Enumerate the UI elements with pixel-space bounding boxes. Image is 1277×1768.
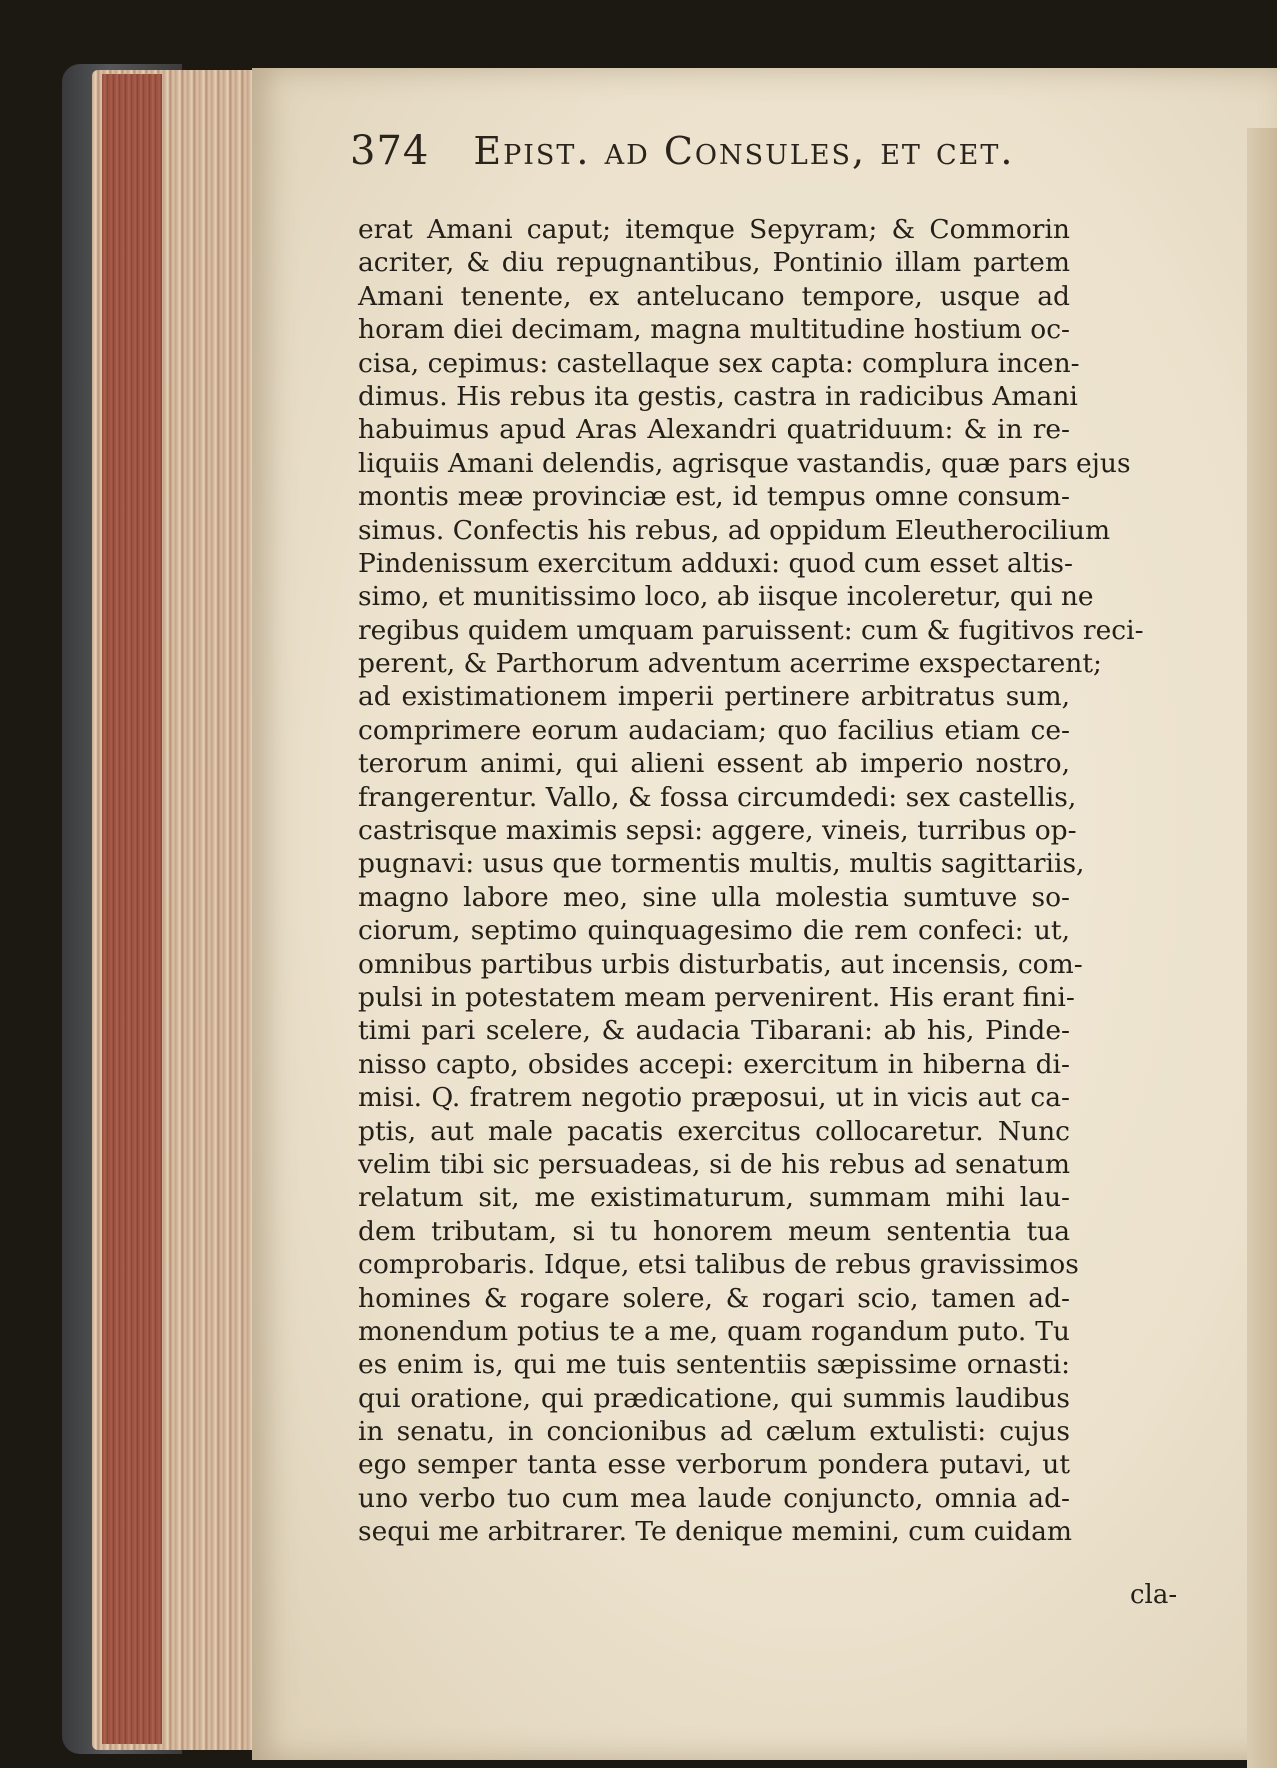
text-line: frangerentur. Vallo, & fossa circumdedi: sex castellis,: [358, 781, 1077, 813]
text-line: pulsi in potestatem meam pervenirent. His erant fini-: [358, 981, 1075, 1013]
text-line: horam diei decimam, magna multitudine hostium oc-: [358, 314, 1070, 346]
text-line: cisa, cepimus: castellaque sex capta: complura incen-: [358, 347, 1080, 379]
text-line: qui oratione, qui prædicatione, qui summis laudibus: [358, 1382, 1070, 1414]
text-line: liquiis Amani delendis, agrisque vastandis, quæ pars ejus: [358, 447, 1131, 479]
text-line: uno verbo tuo cum mea laude conjuncto, omnia ad-: [358, 1482, 1070, 1514]
text-line: comprimere eorum audaciam; quo facilius etiam ce-: [358, 714, 1070, 746]
text-line: pugnavi: usus que tormentis multis, multis sagittariis,: [358, 848, 1085, 880]
text-line: simus. Confectis his rebus, ad oppidum Eleutherocilium: [358, 514, 1111, 546]
catchword: cla-: [1130, 1580, 1178, 1610]
running-head: Epist. ad Consules, et cet.: [473, 129, 1015, 173]
text-line: es enim is, qui me tuis sententiis sæpissime ornasti:: [358, 1349, 1070, 1381]
text-line: acriter, & diu repugnantibus, Pontinio illam partem: [358, 247, 1070, 279]
text-line: nisso capto, obsides accepi: exercitum in hiberna di-: [358, 1048, 1070, 1080]
text-line: terorum animi, qui alieni essent ab imperio nostro,: [358, 748, 1070, 780]
text-line: Pindenissum exercitum adduxi: quod cum esset altis-: [358, 547, 1073, 579]
text-line: homines & rogare solere, & rogari scio, tamen ad-: [358, 1282, 1070, 1314]
text-line: omnibus partibus urbis disturbatis, aut incensis, com-: [358, 948, 1083, 980]
text-line: Amani tenente, ex antelucano tempore, usque ad: [358, 280, 1070, 312]
text-line: in senatu, in concionibus ad cælum extulisti: cujus: [358, 1416, 1070, 1448]
text-line: magno labore meo, sine ulla molestia sumtuve so-: [358, 881, 1070, 913]
text-line: comprobaris. Idque, etsi talibus de rebus gravissimos: [358, 1249, 1079, 1281]
text-line: ad existimationem imperii pertinere arbitratus sum,: [358, 681, 1070, 713]
text-line: relatum sit, me existimaturum, summam mihi lau-: [358, 1182, 1070, 1214]
text-line: ciorum, septimo quinquagesimo die rem confeci: ut,: [358, 915, 1070, 947]
text-line: habuimus apud Aras Alexandri quatriduum: & in re-: [358, 414, 1070, 446]
text-line: misi. Q. fratrem negotio præposui, ut in vicis aut ca-: [358, 1082, 1070, 1114]
text-line: monendum potius te a me, quam rogandum puto. Tu: [358, 1315, 1070, 1347]
text-line: dimus. His rebus ita gestis, castra in radicibus Amani: [358, 380, 1078, 412]
text-line: erat Amani caput; itemque Sepyram; & Commorin: [358, 214, 1070, 245]
body-text: [358, 213, 1144, 1549]
text-line: montis meæ provinciæ est, id tempus omne consum-: [358, 481, 1070, 513]
text-line: castrisque maximis sepsi: aggere, vineis, turribus op-: [358, 815, 1077, 847]
text-line: ptis, aut male pacatis exercitus collocaretur. Nunc: [358, 1115, 1070, 1147]
red-page-edges: [102, 74, 162, 1744]
text-line: simo, et munitissimo loco, ab iisque incoleretur, qui ne: [358, 581, 1094, 613]
page-header: [350, 128, 1110, 188]
text-line: dem tributam, si tu honorem meum sententia tua: [358, 1215, 1070, 1247]
text-line: regibus quidem umquam paruissent: cum & fugitivos reci-: [358, 614, 1144, 646]
text-line: velim tibi sic persuadeas, si de his rebus ad senatum: [358, 1148, 1070, 1180]
text-line: ego semper tanta esse verborum pondera putavi, ut: [358, 1449, 1070, 1481]
text-line: timi pari scelere, & audacia Tibarani: ab his, Pinde-: [358, 1015, 1070, 1047]
text-line: sequi me arbitrarer. Te denique memini, cum cuidam: [358, 1516, 1073, 1548]
text-line: perent, & Parthorum adventum acerrime exspectarent;: [358, 648, 1102, 680]
facing-page-edge: [1247, 128, 1277, 1768]
page-number: 374: [350, 128, 430, 174]
